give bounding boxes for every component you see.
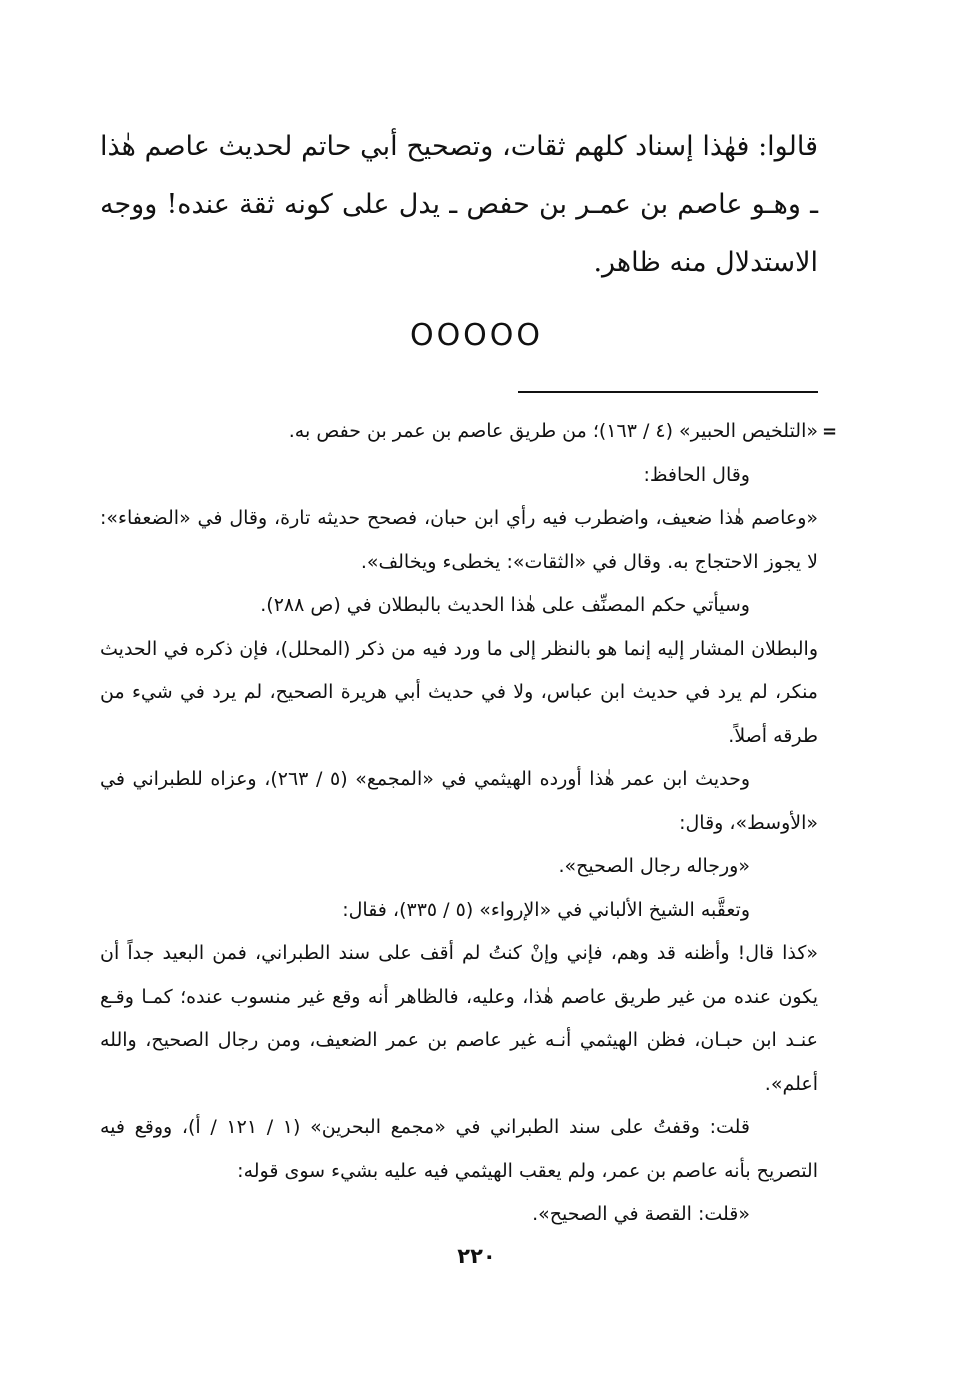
footnote-continuation-mark: =	[822, 421, 838, 442]
footnote-line: وقال الحافظ:	[643, 463, 750, 486]
main-text-block	[100, 118, 818, 292]
footnotes-block	[100, 410, 818, 1237]
footnote-line: «التلخيص الحبير» (٤ / ١٦٣)؛ من طريق عاصم بن عمر بن حفص به.	[288, 420, 818, 442]
footnote-line: «ورجاله رجال الصحيح».	[558, 855, 750, 877]
footnote-line: «قلت: القصة في الصحيح».	[532, 1203, 750, 1225]
footnote-line: والبطلان المشار إليه إنما هو بالنظر إلى ما ورد فيه من ذكر (المحلل)، فإن ذكره في الحديث منكر، لم يرد في حديث ابن عباس، ولا في حديث أبي هريرة الصحيح، لم يرد في شيء من طرقه أصلاً.	[100, 637, 818, 747]
footnote-line: «كذا قال! وأظنه قد وهم، فإني وإنْ كنتُ لم أقف على سند الطبراني، فمن البعيد جداً أن يكون عنده من غير طريق عاصم هٰذا، وعليه، فالظاهر أنه وقع غير منسوب عنده؛ كمـا وقـع عنـد ابن حبـان، فظن الهيثمي أنـه غير عاصم بن عمر الضعيف، ومن رجال الصحيح، والله أعلم».	[100, 942, 818, 1095]
section-divider-circles: OOOOO	[409, 318, 544, 353]
page-number: ٢٢٠	[457, 1244, 496, 1268]
main-paragraph: قالوا: فهٰذا إسناد كلهم ثقات، وتصحيح أبي حاتم لحديث عاصم هٰذا ـ وهـو عاصم بن عمـر بن حفص ـ يدل على كونه ثقة عنده! ووجه الاستدلال منه ظاهر.	[100, 131, 818, 278]
footnote-line: وتعقَّبه الشيخ الألباني في «الإرواء» (٥ / ٣٣٥)، فقال:	[342, 898, 750, 921]
footnote-line: وسيأتي حكم المصنِّف على هٰذا الحديث بالبطلان في (ص ٢٨٨).	[260, 594, 750, 616]
footnote-line: «وعاصم هٰذا ضعيف، واضطرب فيه رأي ابن حبان، فصحح حديثه تارة، وقال في «الضعفاء»: لا يجوز الاحتجاج به. وقال في «الثقات»: يخطىء ويخالف».	[100, 507, 818, 573]
footnote-line: وحديث ابن عمر هٰذا أورده الهيثمي في «المجمع» (٥ / ٢٦٣)، وعزاه للطبراني في «الأوسط»، وقال:	[100, 768, 818, 834]
footnote-separator-line	[518, 391, 818, 393]
footnote-line: قلت: وقفتُ على سند الطبراني في «مجمع البحرين» (١ / ١٢١ / أ)، ووقع فيه التصريح بأنه عاصم بن عمر، ولم يعقب الهيثمي فيه عليه بشيء سوى قوله:	[100, 1116, 818, 1182]
